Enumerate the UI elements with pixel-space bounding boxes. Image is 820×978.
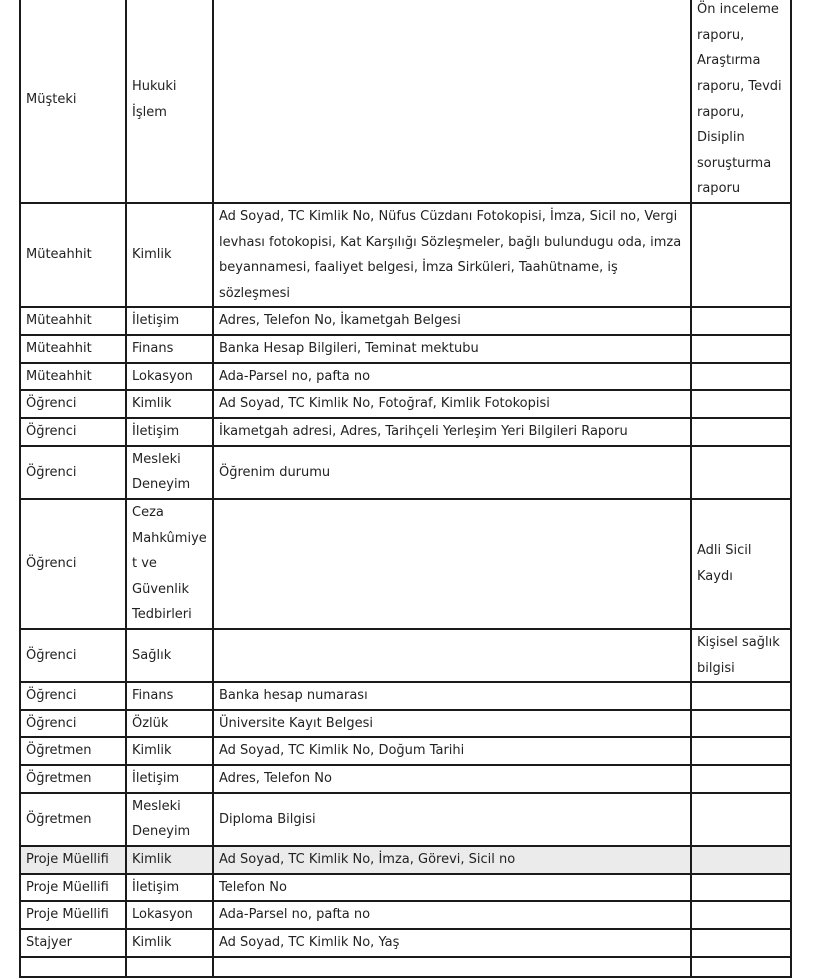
table-row [20,793,791,846]
table-cell: Müteahhit [20,363,126,391]
table-cell: Müteahhit [20,335,126,363]
table-cell: Öğrenci [20,682,126,710]
table-cell [691,363,791,391]
table-row [20,929,791,957]
table-row [20,446,791,499]
table-cell [691,682,791,710]
table-cell: Lokasyon [126,901,213,929]
table-cell: Mesleki Deneyim [126,446,213,499]
table-cell: Banka Hesap Bilgileri, Teminat mektubu [213,335,691,363]
table-row [20,957,791,977]
table-cell: Hukuki İşlem [126,0,213,203]
table-cell [213,0,691,203]
table-row [20,846,791,874]
table-cell: Lokasyon [126,363,213,391]
table-cell: Ad Soyad, TC Kimlik No, Yaş [213,929,691,957]
table-cell: Adli Sicil Kaydı [691,499,791,629]
table-cell: Öğretmen [20,793,126,846]
table-cell: Özlük [126,710,213,738]
table-row [20,418,791,446]
table-cell [691,335,791,363]
table-cell: Ad Soyad, TC Kimlik No, İmza, Görevi, Sicil no [213,846,691,874]
table-cell [20,957,126,977]
table-cell [691,307,791,335]
table-cell: Üniversite Kayıt Belgesi [213,710,691,738]
table-cell: Sağlık [126,629,213,682]
table-row [20,335,791,363]
table-cell: Finans [126,682,213,710]
table-cell: Öğrenci [20,710,126,738]
data-table [19,0,792,978]
table-row [20,874,791,902]
table-row [20,682,791,710]
table-cell [691,874,791,902]
table-cell: Kimlik [126,737,213,765]
table-cell: Proje Müellifi [20,874,126,902]
table-cell: Proje Müellifi [20,846,126,874]
table-cell: İletişim [126,418,213,446]
table-cell: Öğrenci [20,629,126,682]
table-cell: İletişim [126,874,213,902]
table-cell: Öğretmen [20,737,126,765]
table-cell [691,390,791,418]
table-body [20,0,791,977]
table-cell: Adres, Telefon No, İkametgah Belgesi [213,307,691,335]
table-cell: Öğrenim durumu [213,446,691,499]
table-cell: Stajyer [20,929,126,957]
table-cell: Müteahhit [20,307,126,335]
table-cell: Ad Soyad, TC Kimlik No, Nüfus Cüzdanı Fotokopisi, İmza, Sicil no, Vergi levhası fotokopisi, Kat Karşılığı Sözleşmeler, bağlı bulundugu oda, imza beyannamesi, faaliyet belgesi, İmza Sirküleri, Taahütname, iş sözleşmesi [213,203,691,307]
table-row [20,390,791,418]
table-row [20,499,791,629]
table-cell: Müteahhit [20,203,126,307]
table-cell: Kimlik [126,390,213,418]
table-cell [691,710,791,738]
table-cell [213,957,691,977]
table-cell: Öğrenci [20,390,126,418]
table-row [20,0,791,203]
table-cell [213,629,691,682]
table-cell: İletişim [126,765,213,793]
table-cell: Öğretmen [20,765,126,793]
table-cell: Adres, Telefon No [213,765,691,793]
table-cell: Diploma Bilgisi [213,793,691,846]
table-row [20,901,791,929]
table-cell: İletişim [126,307,213,335]
table-cell: Telefon No [213,874,691,902]
table-cell: Ad Soyad, TC Kimlik No, Doğum Tarihi [213,737,691,765]
table-cell [691,901,791,929]
table-cell [691,203,791,307]
table-row [20,203,791,307]
table-row [20,307,791,335]
table-cell: Ad Soyad, TC Kimlik No, Fotoğraf, Kimlik Fotokopisi [213,390,691,418]
table-cell: Ceza Mahkûmiyet ve Güvenlik Tedbirleri [126,499,213,629]
table-cell: Müşteki [20,0,126,203]
table-cell [691,765,791,793]
table-cell: Ada-Parsel no, pafta no [213,363,691,391]
table-cell: Ön inceleme raporu, Araştırma raporu, Tevdi raporu, Disiplin soruşturma raporu [691,0,791,203]
table-row [20,363,791,391]
table-row [20,737,791,765]
table-cell: Öğrenci [20,418,126,446]
table-cell [691,737,791,765]
table-cell: Banka hesap numarası [213,682,691,710]
table-cell: Mesleki Deneyim [126,793,213,846]
table-cell: İkametgah adresi, Adres, Tarihçeli Yerleşim Yeri Bilgileri Raporu [213,418,691,446]
table-cell: Kimlik [126,929,213,957]
table-cell [691,793,791,846]
table-cell: Öğrenci [20,446,126,499]
table-row [20,765,791,793]
table-row [20,629,791,682]
table-cell: Kimlik [126,846,213,874]
table-cell [126,957,213,977]
table-row [20,710,791,738]
table-cell: Öğrenci [20,499,126,629]
table-cell: Proje Müellifi [20,901,126,929]
table-cell: Kişisel sağlık bilgisi [691,629,791,682]
table-cell [691,957,791,977]
table-cell [691,446,791,499]
table-cell [691,846,791,874]
table-cell [213,499,691,629]
table-cell: Kimlik [126,203,213,307]
table-cell: Ada-Parsel no, pafta no [213,901,691,929]
table-cell: Finans [126,335,213,363]
table-cell [691,929,791,957]
table-cell [691,418,791,446]
